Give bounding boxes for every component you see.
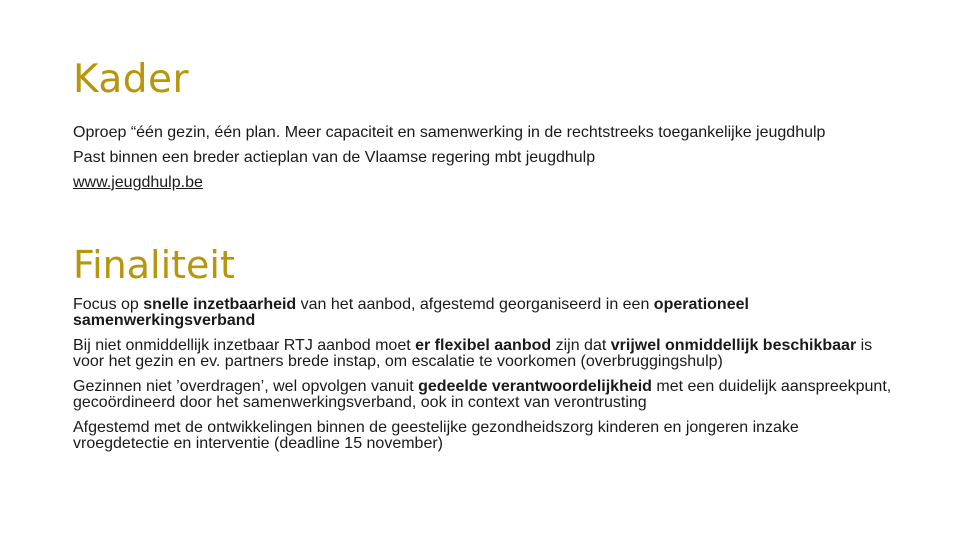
- bold-segment: er flexibel aanbod: [415, 337, 552, 354]
- text-segment: is voor het gezin en ev. partners brede instap, om escalatie te voorkomen (overbruggingshulp): [73, 337, 873, 370]
- text-segment: zijn dat: [551, 337, 611, 354]
- kader-heading: Kader: [73, 57, 190, 102]
- bold-segment: snelle inzetbaarheid: [143, 296, 297, 313]
- text-segment: Focus op: [73, 296, 144, 313]
- kader-line-oproep: Oproep “één gezin, één plan. Meer capaciteit en samenwerking in de rechtstreeks toegankelijke jeugdhulp: [73, 124, 826, 141]
- text-segment: Bij niet onmiddellijk inzetbaar RTJ aanbod moet: [73, 337, 416, 354]
- bold-segment: operationeel samenwerkingsverband: [73, 296, 749, 329]
- bold-segment: gedeelde verantwoordelijkheid: [418, 378, 652, 395]
- kader-section: [73, 57, 893, 191]
- finaliteit-point-focus: [73, 297, 893, 329]
- finaliteit-point-afgestemd: Afgestemd met de ontwikkelingen binnen de geestelijke gezondheidszorg kinderen en jongeren inzake vroegdetectie en interventie (deadline 15 november): [73, 419, 799, 452]
- finaliteit-point-flexibel: [73, 338, 893, 370]
- kader-body: [73, 125, 893, 191]
- text-segment: Gezinnen niet ’overdragen’, wel opvolgen vanuit: [73, 378, 419, 395]
- kader-link-paragraph: [73, 175, 893, 191]
- jeugdhulp-link[interactable]: www.jeugdhulp.be: [73, 174, 203, 191]
- kader-line-actieplan: Past binnen een breder actieplan van de Vlaamse regering mbt jeugdhulp: [73, 149, 596, 166]
- finaliteit-section: [73, 243, 893, 452]
- finaliteit-body: [73, 297, 893, 452]
- text-segment: van het aanbod, afgestemd georganiseerd in een: [296, 296, 654, 313]
- finaliteit-heading: Finaliteit: [73, 243, 235, 287]
- text-segment: met een duidelijk aanspreekpunt, gecoördineerd door het samenwerkingsverband, ook in context van verontrusting: [73, 378, 892, 411]
- bold-segment: vrijwel onmiddellijk beschikbaar: [610, 337, 857, 354]
- finaliteit-point-opvolgen: [73, 379, 893, 411]
